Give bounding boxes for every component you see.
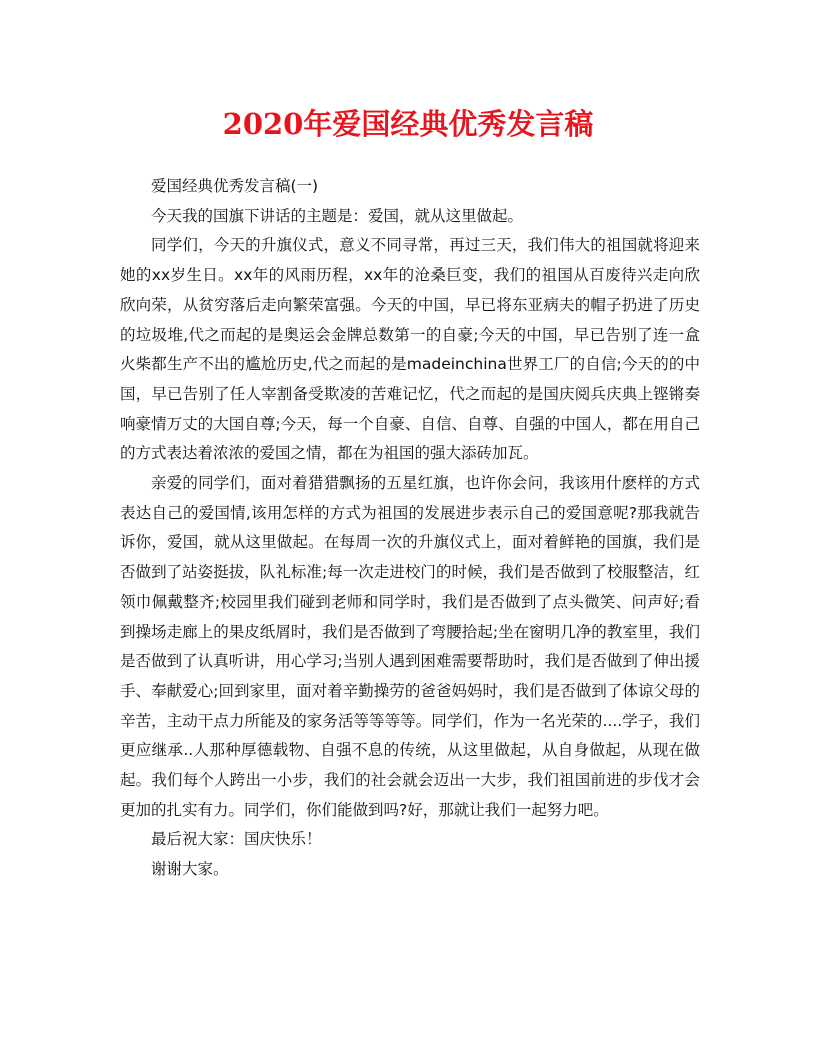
- paragraph-main-2: 亲爱的同学们，面对着猎猎飘扬的五星红旗，也许你会问，我该用什麽样的方式表达自己的爱国情,该用怎样的方式为祖国的发展进步表示自己的爱国意呢?那我就告诉你，爱国，就从这里做起。在每周一次的升旗仪式上，面对着鲜艳的国旗，我们是否做到了站姿挺拔，队礼标准;每一次走进校门的时候，我们是否做到了校服整洁，红领巾佩戴整齐;校园里我们碰到老师和同学时，我们是否做到了点头微笑、问声好;看到操场走廊上的果皮纸屑时，我们是否做到了弯腰拾起;坐在窗明几净的教室里，我们是否做到了认真听讲，用心学习;当别人遇到困难需要帮助时，我们是否做到了伸出援手、奉献爱心;回到家里，面对着辛勤操劳的爸爸妈妈时，我们是否做到了体谅父母的辛苦，主动干点力所能及的家务活等等等等。同学们，作为一名光荣的....学子，我们更应继承..人那种厚德载物、自强不息的传统，从这里做起，从自身做起，从现在做起。我们每个人跨出一小步，我们的社会就会迈出一大步，我们祖国前进的步伐才会更加的扎实有力。同学们，你们能做到吗?好，那就让我们一起努力吧。: [120, 474, 700, 819]
- paragraph-subtitle: 爱国经典优秀发言稿(一): [151, 177, 319, 195]
- paragraph-thanks: 谢谢大家。: [151, 860, 229, 879]
- paragraph-closing-wish: 最后祝大家：国庆快乐！: [151, 830, 322, 849]
- document-title: 2020年爱国经典优秀发言稿: [222, 107, 594, 141]
- paragraph-main-1: 同学们，今天的升旗仪式，意义不同寻常，再过三天，我们伟大的祖国就将迎来她的xx岁生日。xx年的风雨历程，xx年的沧桑巨变，我们的祖国从百废待兴走向欣欣向荣，从贫穷落后走向繁荣富强。今天的中国，早已将东亚病夫的帽子扔进了历史的垃圾堆,代之而起的是奥运会金牌总数第一的自豪;今天的中国，早已告别了连一盒火柴都生产不出的尴尬历史,代之而起的是madeinchina世界工厂的自信;今天的的中国，早已告别了任人宰割备受欺凌的苦难记忆，代之而起的是国庆阅兵庆典上铿锵奏响豪情万丈的大国自尊;今天，每一个自豪、自信、自尊、自强的中国人，都在用自己的方式表达着浓浓的爱国之情，都在为祖国的强大添砖加瓦。: [120, 236, 700, 463]
- document-body: [120, 172, 700, 885]
- paragraph-theme: 今天我的国旗下讲话的主题是：爱国，就从这里做起。: [151, 206, 524, 225]
